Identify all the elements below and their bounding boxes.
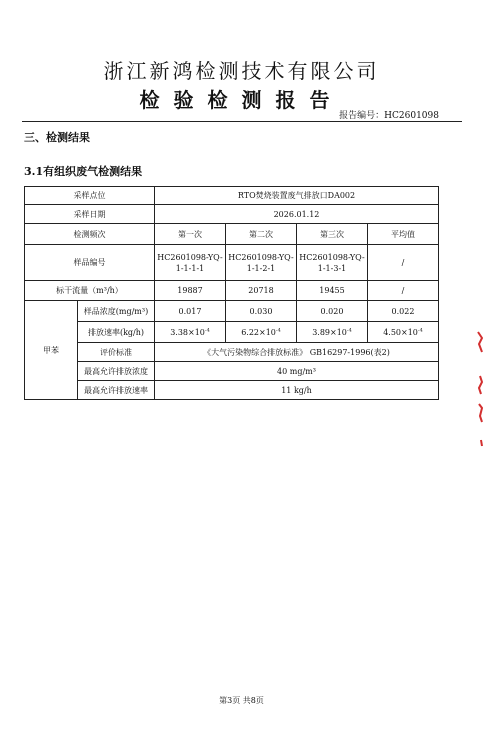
table-cell [297, 322, 368, 343]
table-row [25, 301, 439, 322]
table-row [25, 322, 439, 343]
section-title: 三、检测结果 [24, 131, 90, 144]
table-cell: HC2601098-YQ-1-1-2-1 [226, 245, 297, 281]
table-cell: 2026.01.12 [155, 205, 439, 224]
table-cell: 最高允许排放速率 [78, 381, 155, 400]
table-row [25, 343, 439, 362]
table-row [25, 224, 439, 245]
emission-rate-exponent: -4 [204, 326, 210, 333]
table-cell: 第三次 [297, 224, 368, 245]
table-cell: RTO焚烧装置废气排放口DA002 [155, 187, 439, 205]
table-cell: 40 mg/m³ [155, 362, 439, 381]
table-cell: 排放速率(kg/h) [78, 322, 155, 343]
table-cell: 19887 [155, 281, 226, 301]
emission-rate-mantissa: 3.38×10 [170, 327, 205, 337]
table-row [25, 381, 439, 400]
table-row [25, 362, 439, 381]
table-cell: HC2601098-YQ-1-1-3-1 [297, 245, 368, 281]
table-row [25, 187, 439, 205]
official-seal-edge [476, 330, 483, 448]
table-cell: 19455 [297, 281, 368, 301]
table-cell: 样品浓度(mg/m³) [78, 301, 155, 322]
table-cell: 第一次 [155, 224, 226, 245]
table-cell: / [368, 245, 439, 281]
table-cell: 最高允许排放浓度 [78, 362, 155, 381]
report-number-value: HC2601098 [384, 111, 439, 121]
table-cell: 20718 [226, 281, 297, 301]
table-cell: 甲苯 [25, 301, 78, 400]
table-cell [155, 322, 226, 343]
table-cell: 0.017 [155, 301, 226, 322]
table-cell: 《大气污染物综合排放标准》 GB16297-1996(表2) [155, 343, 439, 362]
table-cell: 样品编号 [25, 245, 155, 281]
table-row [25, 205, 439, 224]
emission-rate-mantissa: 3.89×10 [312, 327, 347, 337]
table-cell [226, 322, 297, 343]
table-row [25, 281, 439, 301]
table-cell: 0.030 [226, 301, 297, 322]
emission-rate-mantissa: 4.50×10 [383, 327, 418, 337]
table-row [25, 245, 439, 281]
report-number-label: 报告编号： [339, 111, 385, 121]
table-cell: 11 kg/h [155, 381, 439, 400]
report-number [339, 108, 439, 121]
header-divider [22, 121, 462, 122]
table-cell: 评价标准 [78, 343, 155, 362]
table-cell [368, 322, 439, 343]
emission-rate-exponent: -4 [417, 326, 423, 333]
table-cell: HC2601098-YQ-1-1-1-1 [155, 245, 226, 281]
emission-rate-exponent: -4 [275, 326, 281, 333]
report-title: 检验检测报告 [139, 88, 344, 112]
table-cell: 检测频次 [25, 224, 155, 245]
table-cell: 采样点位 [25, 187, 155, 205]
page-footer: 第3页 共8页 [219, 696, 264, 705]
table-cell: / [368, 281, 439, 301]
subsection-title: 3.1有组织废气检测结果 [24, 165, 143, 178]
table-cell: 标干流量（m³/h） [25, 281, 155, 301]
emission-rate-mantissa: 6.22×10 [241, 327, 276, 337]
table-cell: 0.020 [297, 301, 368, 322]
table-cell: 平均值 [368, 224, 439, 245]
results-table [24, 186, 439, 400]
company-name: 浙江新鸿检测技术有限公司 [103, 59, 380, 83]
table-cell: 第二次 [226, 224, 297, 245]
table-cell: 0.022 [368, 301, 439, 322]
table-cell: 采样日期 [25, 205, 155, 224]
emission-rate-exponent: -4 [346, 326, 352, 333]
